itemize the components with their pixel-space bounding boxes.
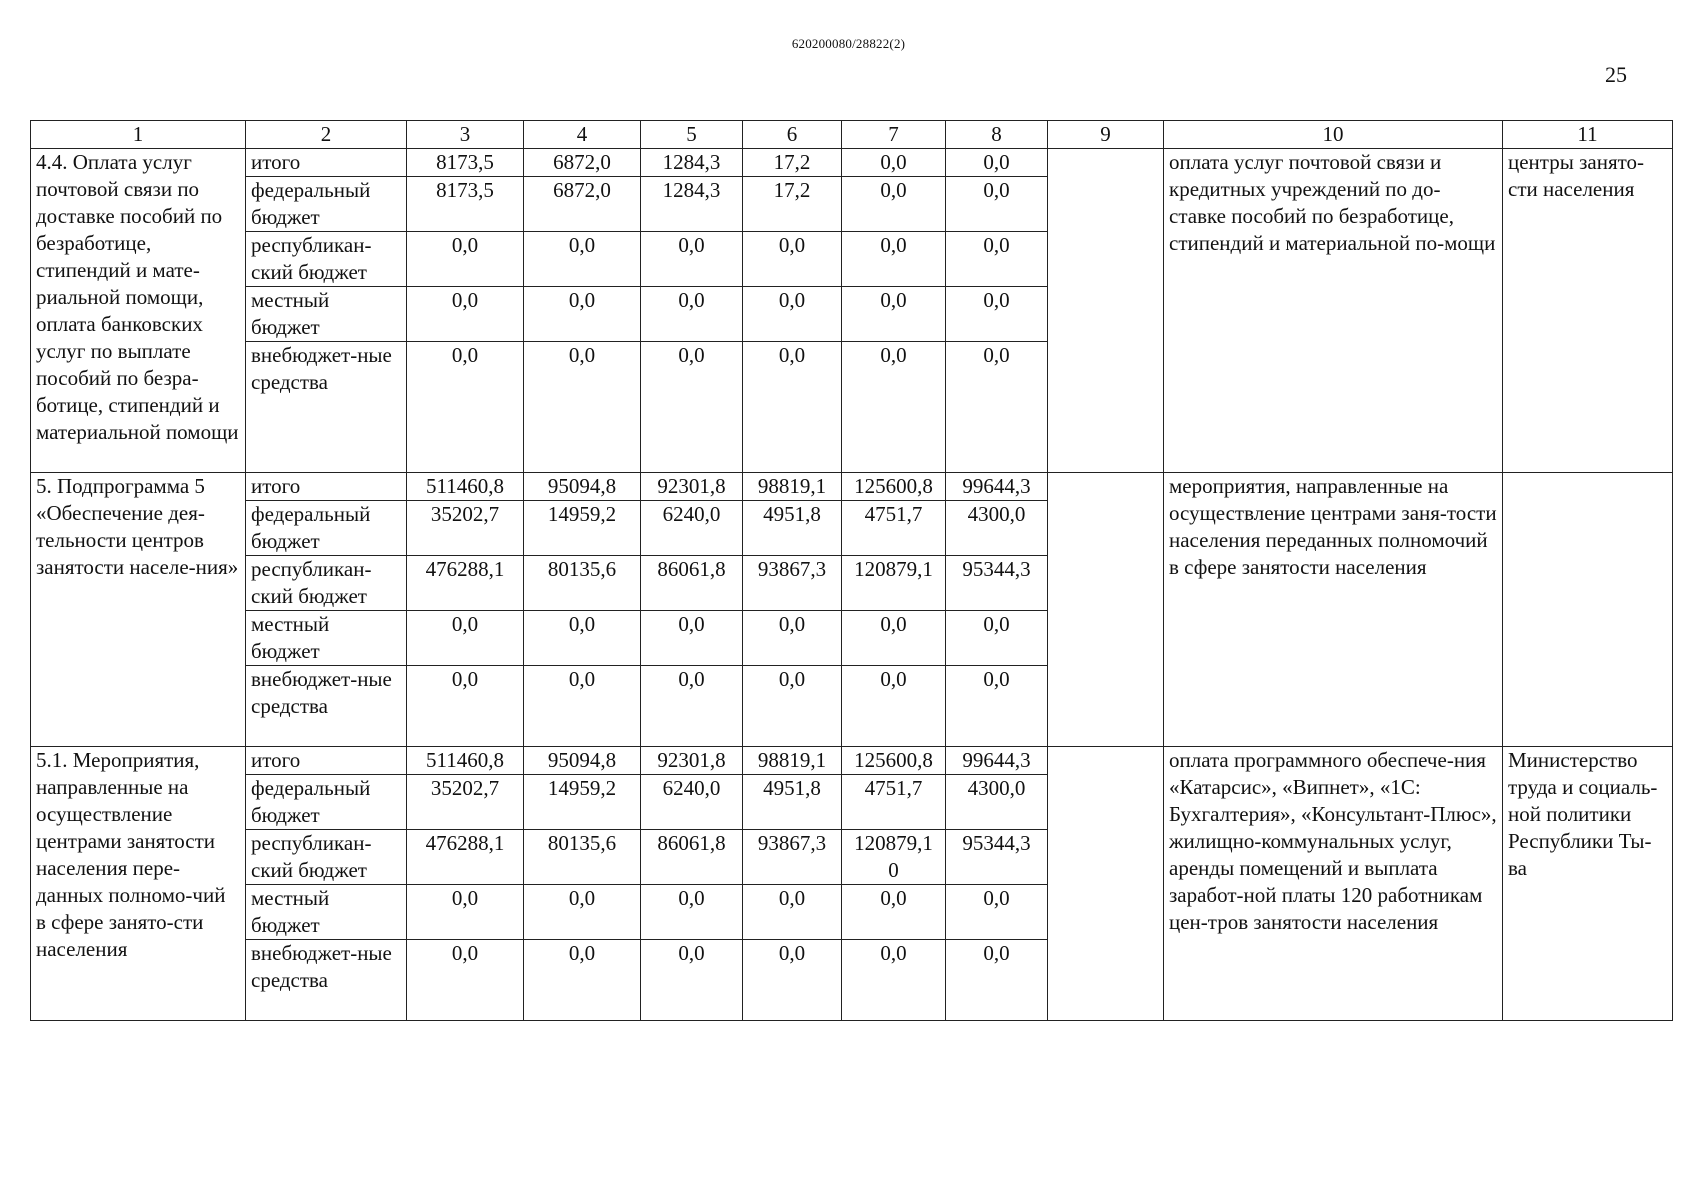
amount-cell: 8173,5 [407, 177, 524, 232]
amount-cell: 0,0 [842, 232, 946, 287]
funding-source-label: республикан-ский бюджет [246, 232, 407, 287]
amount-cell: 125600,8 [842, 473, 946, 501]
table-row [31, 747, 1673, 775]
amount-cell: 0,0 [842, 885, 946, 940]
funding-source-label: федеральный бюджет [246, 177, 407, 232]
amount-cell: 0,0 [641, 940, 743, 1021]
column-header: 9 [1048, 121, 1164, 149]
amount-cell: 6872,0 [524, 149, 641, 177]
amount-cell: 93867,3 [743, 556, 842, 611]
amount-cell: 0,0 [842, 940, 946, 1021]
amount-cell: 98819,1 [743, 747, 842, 775]
section-title: 5. Подпрограмма 5 «Обеспечение дея-тельности центров занятости населе-ния» [31, 473, 246, 747]
funding-source-label: федеральный бюджет [246, 775, 407, 830]
funding-source-label: итого [246, 149, 407, 177]
amount-cell: 0,0 [743, 287, 842, 342]
amount-cell: 1284,3 [641, 177, 743, 232]
amount-cell: 86061,8 [641, 830, 743, 885]
section-title: 5.1. Мероприятия, направленные на осуществление центрами занятости населения пере-данных полномо-чий в сфере занято-сти населения [31, 747, 246, 1021]
column-header: 3 [407, 121, 524, 149]
amount-cell: 4951,8 [743, 775, 842, 830]
amount-cell: 35202,7 [407, 775, 524, 830]
amount-cell: 0,0 [407, 287, 524, 342]
amount-cell: 0,0 [743, 940, 842, 1021]
amount-cell: 17,2 [743, 149, 842, 177]
amount-cell: 0,0 [743, 232, 842, 287]
amount-cell: 0,0 [524, 611, 641, 666]
amount-cell: 0,0 [641, 342, 743, 473]
amount-cell: 4951,8 [743, 501, 842, 556]
amount-cell: 0,0 [641, 885, 743, 940]
amount-cell: 0,0 [641, 666, 743, 747]
column-header: 5 [641, 121, 743, 149]
amount-cell: 0,0 [407, 611, 524, 666]
amount-cell: 511460,8 [407, 747, 524, 775]
amount-cell: 35202,7 [407, 501, 524, 556]
table-row [31, 473, 1673, 501]
amount-cell: 0,0 [743, 885, 842, 940]
amount-cell: 0,0 [842, 342, 946, 473]
funding-source-label: республикан-ский бюджет [246, 556, 407, 611]
amount-cell: 0,0 [407, 885, 524, 940]
amount-cell: 17,2 [743, 177, 842, 232]
amount-cell: 93867,3 [743, 830, 842, 885]
amount-cell: 0,0 [524, 666, 641, 747]
funding-source-label: республикан-ский бюджет [246, 830, 407, 885]
amount-cell: 0,0 [524, 342, 641, 473]
section-title: 4.4. Оплата услуг почтовой связи по доставке пособий по безработице, стипендий и мате-риальной помощи, оплата банковских услуг по выплате пособий по безра-ботице, стипендий и материальной помощи [31, 149, 246, 473]
budget-table [30, 120, 1673, 1021]
amount-cell: 0,0 [946, 940, 1048, 1021]
amount-cell: 95344,3 [946, 830, 1048, 885]
funding-source-label: местный бюджет [246, 287, 407, 342]
amount-cell: 0,0 [946, 611, 1048, 666]
responsible-cell: центры занято-сти населения [1503, 149, 1673, 473]
amount-cell: 476288,1 [407, 556, 524, 611]
column-header: 8 [946, 121, 1048, 149]
amount-cell: 0,0 [842, 149, 946, 177]
amount-cell: 511460,8 [407, 473, 524, 501]
amount-cell: 4751,7 [842, 775, 946, 830]
column-header: 10 [1164, 121, 1503, 149]
funding-source-label: внебюджет-ные средства [246, 666, 407, 747]
amount-cell: 476288,1 [407, 830, 524, 885]
amount-cell: 0,0 [946, 232, 1048, 287]
amount-cell: 0,0 [842, 666, 946, 747]
column-header: 2 [246, 121, 407, 149]
amount-cell: 0,0 [524, 232, 641, 287]
responsible-cell: Министерство труда и социаль-ной политики Республики Ты-ва [1503, 747, 1673, 1021]
amount-cell: 0,0 [641, 232, 743, 287]
table-row [31, 149, 1673, 177]
column-9-cell [1048, 747, 1164, 1021]
description-cell: мероприятия, направленные на осуществление центрами заня-тости населения переданных полномочий в сфере занятости населения [1164, 473, 1503, 747]
amount-cell: 86061,8 [641, 556, 743, 611]
amount-cell: 4300,0 [946, 501, 1048, 556]
description-cell: оплата услуг почтовой связи и кредитных учреждений по до-ставке пособий по безработице, стипендий и материальной по-мощи [1164, 149, 1503, 473]
amount-cell: 0,0 [407, 666, 524, 747]
amount-cell: 0,0 [946, 177, 1048, 232]
responsible-cell [1503, 473, 1673, 747]
column-header: 1 [31, 121, 246, 149]
amount-cell: 1284,3 [641, 149, 743, 177]
amount-cell: 0,0 [842, 177, 946, 232]
column-9-cell [1048, 149, 1164, 473]
funding-source-label: итого [246, 473, 407, 501]
column-header: 11 [1503, 121, 1673, 149]
amount-cell: 92301,8 [641, 473, 743, 501]
funding-source-label: итого [246, 747, 407, 775]
amount-cell: 8173,5 [407, 149, 524, 177]
column-header: 6 [743, 121, 842, 149]
amount-cell: 0,0 [641, 287, 743, 342]
amount-cell: 0,0 [407, 940, 524, 1021]
amount-cell: 0,0 [407, 342, 524, 473]
page-number: 25 [1605, 62, 1627, 87]
amount-cell: 80135,6 [524, 556, 641, 611]
amount-cell: 0,0 [842, 287, 946, 342]
amount-cell: 6240,0 [641, 501, 743, 556]
description-cell: оплата программного обеспече-ния «Катарсис», «Випнет», «1С: Бухгалтерия», «Консультант-Плюс», жилищно-коммунальных услуг, аренды помещений и выплата заработ-ной платы 120 работникам цен-тров занятости населения [1164, 747, 1503, 1021]
column-header: 4 [524, 121, 641, 149]
amount-cell: 0,0 [743, 611, 842, 666]
amount-cell: 99644,3 [946, 473, 1048, 501]
document-id: 620200080/28822(2) [791, 36, 906, 51]
amount-cell: 95094,8 [524, 473, 641, 501]
amount-cell: 0,0 [524, 287, 641, 342]
amount-cell: 95344,3 [946, 556, 1048, 611]
amount-cell: 0,0 [946, 885, 1048, 940]
amount-cell: 0,0 [743, 666, 842, 747]
amount-cell: 6872,0 [524, 177, 641, 232]
amount-cell: 0,0 [946, 149, 1048, 177]
amount-cell: 80135,6 [524, 830, 641, 885]
funding-source-label: федеральный бюджет [246, 501, 407, 556]
amount-cell: 4751,7 [842, 501, 946, 556]
funding-source-label: местный бюджет [246, 611, 407, 666]
column-header: 7 [842, 121, 946, 149]
amount-cell: 125600,8 [842, 747, 946, 775]
funding-source-label: внебюджет-ные средства [246, 342, 407, 473]
amount-cell: 0,0 [524, 940, 641, 1021]
amount-cell: 120879,1 0 [842, 830, 946, 885]
column-9-cell [1048, 473, 1164, 747]
amount-cell: 4300,0 [946, 775, 1048, 830]
amount-cell: 0,0 [946, 666, 1048, 747]
amount-cell: 95094,8 [524, 747, 641, 775]
amount-cell: 14959,2 [524, 775, 641, 830]
amount-cell: 92301,8 [641, 747, 743, 775]
amount-cell: 14959,2 [524, 501, 641, 556]
funding-source-label: местный бюджет [246, 885, 407, 940]
amount-cell: 0,0 [842, 611, 946, 666]
amount-cell: 6240,0 [641, 775, 743, 830]
amount-cell: 0,0 [743, 342, 842, 473]
amount-cell: 0,0 [946, 287, 1048, 342]
amount-cell: 0,0 [946, 342, 1048, 473]
funding-source-label: внебюджет-ные средства [246, 940, 407, 1021]
amount-cell: 0,0 [641, 611, 743, 666]
amount-cell: 99644,3 [946, 747, 1048, 775]
amount-cell: 0,0 [407, 232, 524, 287]
amount-cell: 98819,1 [743, 473, 842, 501]
amount-cell: 120879,1 [842, 556, 946, 611]
table-header-row [31, 121, 1673, 149]
amount-cell: 0,0 [524, 885, 641, 940]
